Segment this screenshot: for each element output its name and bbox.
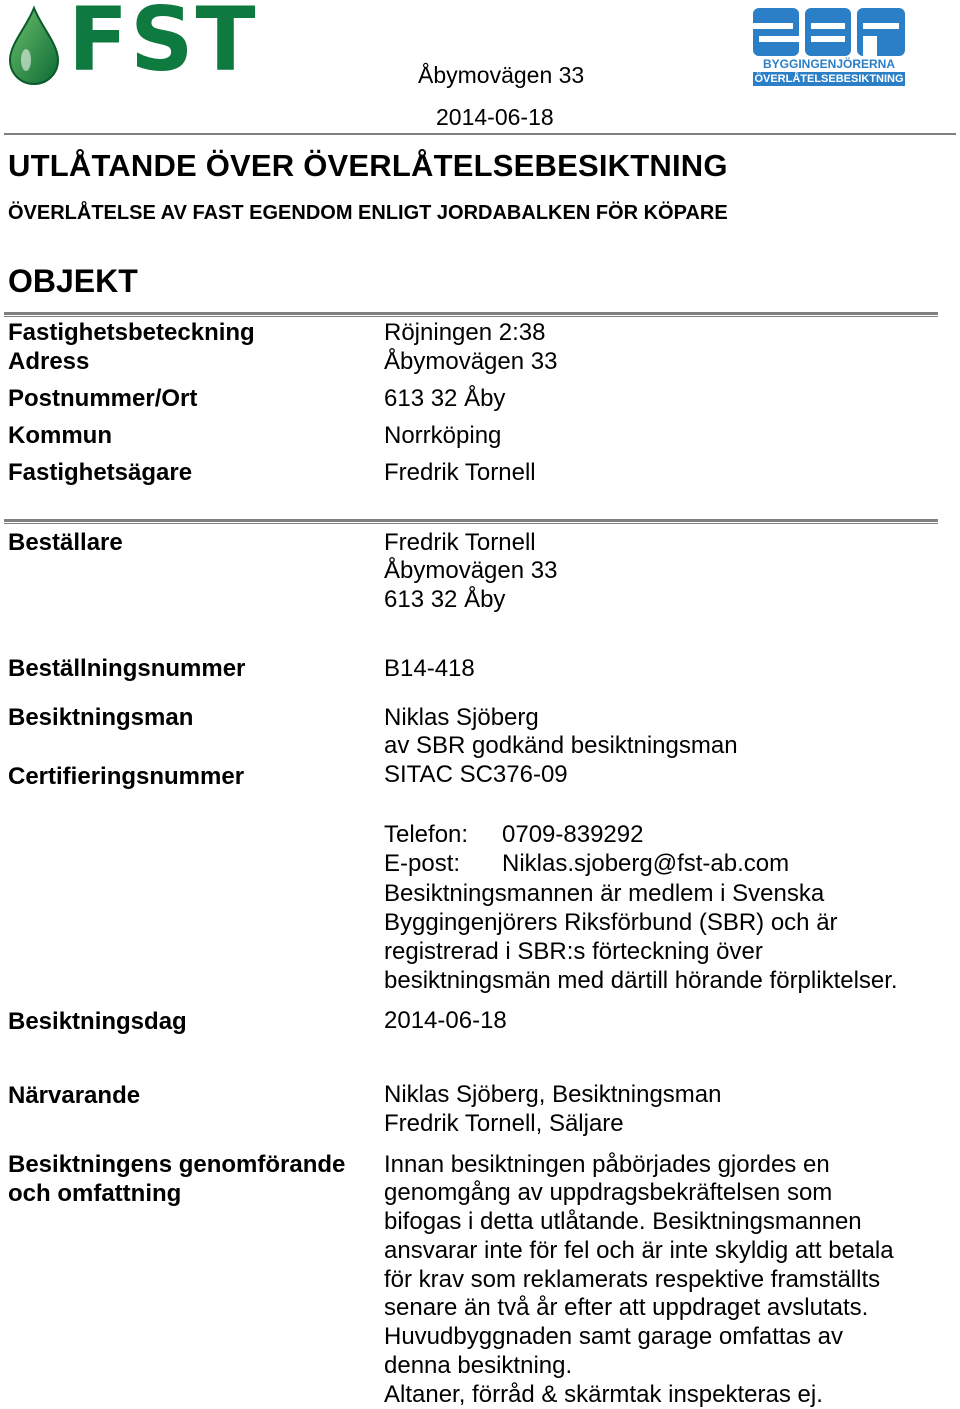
value-certifieringsnummer: SITAC SC376-09 <box>384 761 568 788</box>
label-bestallningsnummer: Beställningsnummer <box>8 655 246 682</box>
value-postnummer-ort: 613 32 Åby <box>384 385 506 412</box>
genomforande-line: Innan besiktningen påbörjades gjordes en <box>384 1151 830 1178</box>
value-adress: Åbymovägen 33 <box>384 348 558 375</box>
genomforande-line: denna besiktning. <box>384 1352 573 1379</box>
section-heading-objekt: OBJEKT <box>8 263 138 299</box>
genomforande-line: Huvudbyggnaden samt garage omfattas av <box>384 1323 843 1350</box>
document-subtitle: ÖVERLÅTELSE AV FAST EGENDOM ENLIGT JORDABALKEN FÖR KÖPARE <box>8 202 728 224</box>
label-besiktningsdag: Besiktningsdag <box>8 1008 187 1035</box>
header-address: Åbymovägen 33 <box>418 62 585 88</box>
label-certifieringsnummer: Certifieringsnummer <box>8 763 245 790</box>
bestallare-name: Fredrik Tornell <box>384 529 536 556</box>
header-date: 2014-06-18 <box>436 104 554 130</box>
label-fastighetsagare: Fastighetsägare <box>8 459 193 486</box>
besiktningsman-name: Niklas Sjöberg <box>384 704 539 731</box>
membership-line: registrerad i SBR:s förteckning över <box>384 938 763 965</box>
membership-line: besiktningsmän med därtill hörande förpliktelser. <box>384 967 898 994</box>
narvarande-person: Niklas Sjöberg, Besiktningsman <box>384 1081 722 1108</box>
phone-label: Telefon: <box>384 821 469 848</box>
label-adress: Adress <box>8 348 90 375</box>
genomforande-line: genomgång av uppdragsbekräftelsen som <box>384 1179 833 1206</box>
label-kommun: Kommun <box>8 422 112 449</box>
value-kommun: Norrköping <box>384 422 502 449</box>
label-genomforande-cont: och omfattning <box>8 1180 182 1207</box>
sbr-logo-top-text: BYGGINGENJÖRERNA <box>762 57 896 71</box>
besiktningsman-title: av SBR godkänd besiktningsman <box>384 732 738 759</box>
value-fastighetsbeteckning: Röjningen 2:38 <box>384 319 546 346</box>
genomforande-line: senare än två år efter att uppdraget avslutats. <box>384 1294 869 1321</box>
value-fastighetsagare: Fredrik Tornell <box>384 459 536 486</box>
label-bestallare: Beställare <box>8 529 123 556</box>
genomforande-line: för krav som reklamerats respektive framställts <box>384 1266 881 1293</box>
value-besiktningsdag: 2014-06-18 <box>384 1007 507 1034</box>
email-value: Niklas.sjoberg@fst-ab.com <box>502 850 790 877</box>
sbr-logo-bottom-text: ÖVERLÅTELSEBESIKTNING <box>754 73 904 85</box>
label-postnummer-ort: Postnummer/Ort <box>8 385 198 412</box>
fst-logo-text: FST <box>68 0 258 91</box>
phone-value: 0709-839292 <box>502 821 644 848</box>
narvarande-person: Fredrik Tornell, Säljare <box>384 1110 624 1137</box>
contact-email-row <box>384 849 789 878</box>
header-divider <box>4 133 956 135</box>
membership-line: Besiktningsmannen är medlem i Svenska <box>384 880 825 907</box>
membership-line: Byggingenjörers Riksförbund (SBR) och är <box>384 909 838 936</box>
genomforande-line: bifogas i detta utlåtande. Besiktningsmannen <box>384 1208 862 1235</box>
genomforande-line: ansvarar inte för fel och är inte skyldig att betala <box>384 1237 894 1264</box>
label-besiktningsman: Besiktningsman <box>8 704 194 731</box>
contact-phone-row <box>384 820 643 849</box>
genomforande-line: Altaner, förråd & skärmtak inspekteras ej. <box>384 1381 823 1408</box>
objekt-divider <box>4 312 938 317</box>
bestallare-address: Åbymovägen 33 <box>384 557 558 584</box>
value-bestallningsnummer: B14-418 <box>384 655 475 682</box>
sbr-logo <box>753 8 905 86</box>
label-genomforande: Besiktningens genomförande <box>8 1151 346 1178</box>
document-title: UTLÅTANDE ÖVER ÖVERLÅTELSEBESIKTNING <box>8 148 728 183</box>
bestallare-divider <box>4 519 938 524</box>
bestallare-postort: 613 32 Åby <box>384 586 506 613</box>
email-label: E-post: <box>384 850 461 877</box>
sbr-emblem-icon <box>753 8 905 56</box>
label-narvarande: Närvarande <box>8 1082 141 1109</box>
fst-logo <box>6 0 276 91</box>
label-fastighetsbeteckning: Fastighetsbeteckning <box>8 319 255 346</box>
